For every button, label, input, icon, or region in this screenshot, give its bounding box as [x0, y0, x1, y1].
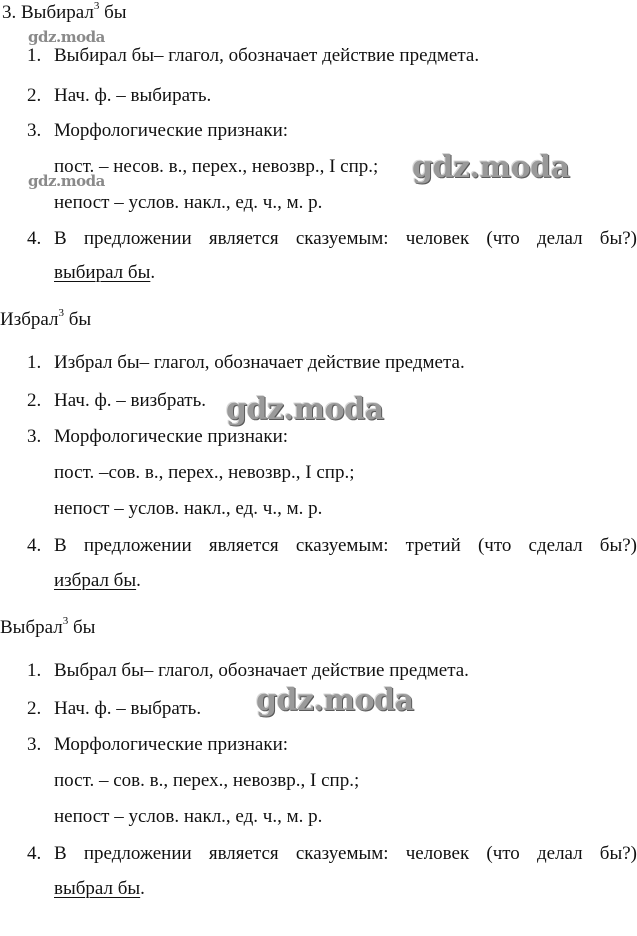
- section-3-item-4-cont: выбрал бы.: [54, 878, 145, 899]
- section-2-var-features: непост – услов. накл., ед. ч., м. р.: [54, 498, 323, 519]
- section-3-const-features: пост. – сов. в., перех., невозвр., I спр.;: [54, 770, 360, 791]
- section-2-heading: Избрал$^3$ бы: [0, 306, 92, 330]
- watermark-logo: gdz.moda: [226, 392, 384, 427]
- watermark-logo: gdz.moda: [256, 683, 414, 718]
- section-1-heading: 3. Выбирал$^3$ бы: [2, 0, 127, 23]
- watermark-logo: gdz.moda: [412, 150, 570, 185]
- section-3-heading: Выбрал$^3$ бы: [0, 614, 96, 638]
- section-1-item-4-cont: выбирал бы.: [54, 262, 156, 283]
- section-1-var-features: непост – услов. накл., ед. ч., м. р.: [54, 192, 323, 213]
- watermark-logo: gdz.moda: [28, 172, 105, 190]
- section-3-var-features: непост – услов. накл., ед. ч., м. р.: [54, 806, 323, 827]
- section-2-item-4-cont: избрал бы.: [54, 570, 141, 591]
- section-2-const-features: пост. –сов. в., перех., невозвр., I спр.;: [54, 462, 355, 483]
- section-1-const-features: пост. – несов. в., перех., невозвр., I спр.;: [54, 156, 379, 177]
- watermark-logo: gdz.moda: [28, 28, 105, 46]
